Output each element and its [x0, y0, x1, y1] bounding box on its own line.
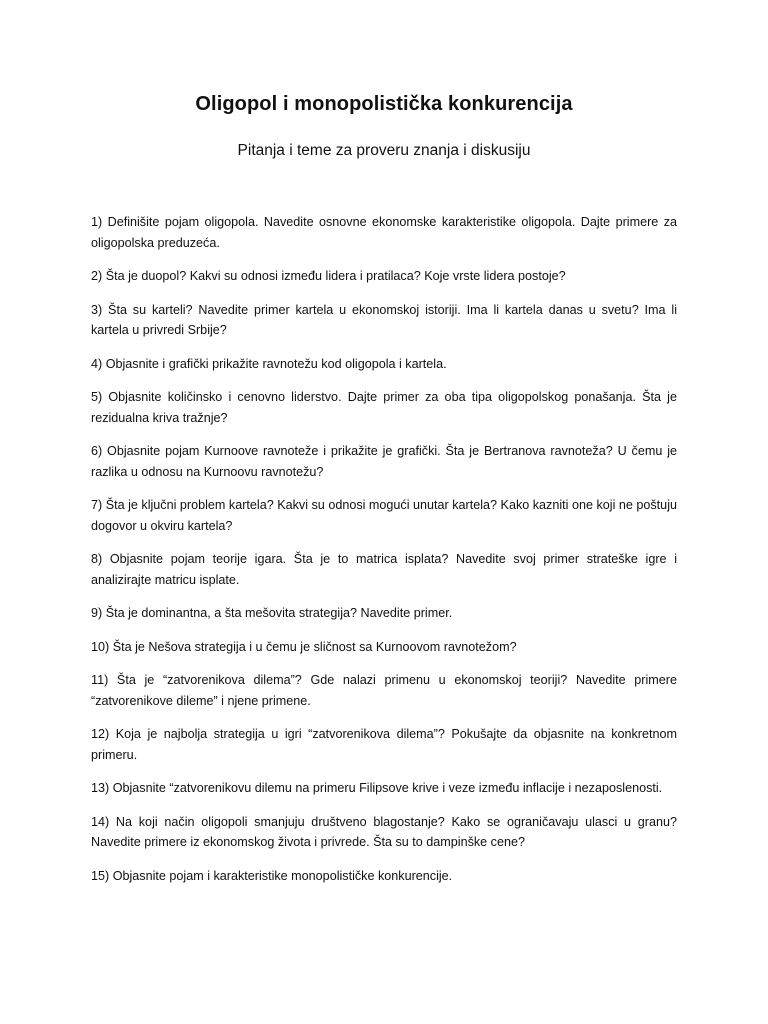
list-item: 12) Koja je najbolja strategija u igri “zatvorenikova dilema”? Pokušajte da objasnite na konkretnom primeru. [91, 727, 677, 762]
list-item: 4) Objasnite i grafički prikažite ravnotežu kod oligopola i kartela. [91, 356, 447, 371]
list-item: 3) Šta su karteli? Navedite primer kartela u ekonomskoj istoriji. Ima li kartela danas u svetu? Ima li kartela u privredi Srbije? [91, 302, 677, 337]
list-item: 13) Objasnite “zatvorenikovu dilemu na primeru Filipsove krive i veze između inflacije i nezaposlenosti. [91, 781, 663, 795]
list-item: 8) Objasnite pojam teorije igara. Šta je to matrica isplata? Navedite svoj primer strateške igre i analizirajte matricu isplate. [91, 552, 677, 587]
list-item: 14) Na koji način oligopoli smanjuju društveno blagostanje? Kako se ograničavaju ulasci u granu? Navedite primere iz ekonomskog života i privrede. Šta su to dampinške cene? [91, 814, 677, 849]
list-item: 6) Objasnite pojam Kurnoove ravnoteže i prikažite je grafički. Šta je Bertranova ravnoteža? U čemu je razlika u odnosu na Kurnoovu ravnotežu? [91, 444, 677, 479]
list-item: 7) Šta je ključni problem kartela? Kakvi su odnosi mogući unutar kartela? Kako kazniti one koji ne poštuju dogovor u okviru kartela? [91, 498, 677, 533]
page-title: Oligopol i monopolistička konkurencija [195, 93, 573, 115]
page-subtitle: Pitanja i teme za proveru znanja i diskusiju [237, 142, 531, 159]
question-list [91, 212, 677, 899]
list-item: 1) Definišite pojam oligopola. Navedite osnovne ekonomske karakteristike oligopola. Dajte primere za oligopolska preduzeća. [91, 215, 677, 250]
list-item: 15) Objasnite pojam i karakteristike monopolističke konkurencije. [91, 868, 453, 883]
list-item: 11) Šta je “zatvorenikova dilema”? Gde nalazi primenu u ekonomskoj teoriji? Navedite primere “zatvorenikove dileme” i njene primene. [91, 673, 677, 708]
list-item: 5) Objasnite količinsko i cenovno liderstvo. Dajte primer za oba tipa oligopolskog ponašanja. Šta je rezidualna kriva tražnje? [91, 390, 677, 425]
list-item: 10) Šta je Nešova strategija i u čemu je sličnost sa Kurnoovom ravnotežom? [91, 639, 517, 654]
list-item: 9) Šta je dominantna, a šta mešovita strategija? Navedite primer. [91, 606, 453, 620]
list-item: 2) Šta je duopol? Kakvi su odnosi između lidera i pratilaca? Koje vrste lidera postoje? [91, 269, 566, 283]
